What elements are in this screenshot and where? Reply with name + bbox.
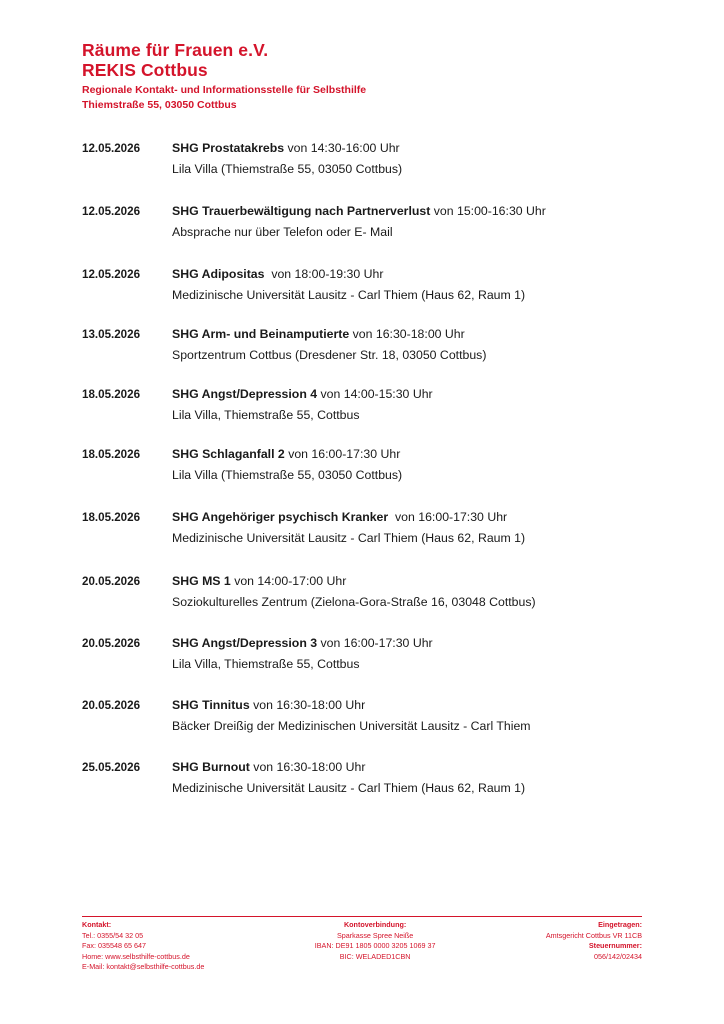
event-time-value: von 18:00-19:30 Uhr [271,267,384,281]
event-date: 18.05.2026 [82,388,141,401]
event-date: 12.05.2026 [82,268,141,281]
event-time-value: von 16:30-18:00 Uhr [352,327,465,341]
event-headline [82,326,684,343]
event-date: 25.05.2026 [82,761,141,774]
event-headline [82,509,684,526]
organization-subtitle: REKIS Cottbus [82,60,208,80]
event-date: 18.05.2026 [82,448,141,461]
footer-email[interactable]: E-Mail: kontakt@selbsthilfe-cottbus.de [82,962,205,971]
list-item [0,635,724,673]
event-date: 20.05.2026 [82,699,141,712]
footer-contact-column [82,920,204,973]
footer-registry-column [546,920,642,973]
event-location: Sportzentrum Cottbus (Dresdener Str. 18, 03050 Cottbus) [172,348,487,362]
list-item [0,697,724,735]
event-time-value: von 16:00-17:30 Uhr [320,636,433,650]
event-location: Bäcker Dreißig der Medizinischen Universität Lausitz - Carl Thiem [172,719,531,733]
document-footer [82,920,642,973]
footer-bank-column [204,920,546,973]
event-list [0,140,724,797]
footer-website[interactable]: Home: www.selbsthilfe-cottbus.de [82,951,190,961]
event-title: SHG Tinnitus [172,698,250,712]
list-item [0,203,724,241]
event-location: Soziokulturelles Zentrum (Zielona-Gora-Straße 16, 03048 Cottbus) [172,595,536,609]
footer-bank-name: Sparkasse Spree Neiße [336,930,414,940]
event-headline [82,697,684,714]
footer-court: Amtsgericht Cottbus VR 11CB [545,930,642,940]
footer-bank-heading: Kontoverbindung: [343,920,407,929]
event-location: Lila Villa (Thiemstraße 55, 03050 Cottbus) [172,162,403,176]
footer-divider [82,916,642,917]
footer-taxnumber-heading: Steuernummer: [588,941,642,950]
event-headline [82,635,684,652]
list-item [0,509,724,547]
event-title: SHG Adipositas [172,267,265,281]
event-headline [82,573,684,590]
footer-registry-heading: Eingetragen: [598,920,642,929]
event-time [388,510,395,524]
footer-bic: BIC: WELADED1CBN [339,951,411,961]
document-header [82,40,642,113]
event-title: SHG Arm- und Beinamputierte [172,327,350,341]
footer-phone: Tel.: 0355/54 32 05 [82,930,144,940]
event-location: Medizinische Universität Lausitz - Carl Thiem (Haus 62, Raum 1) [172,288,526,302]
event-date: 12.05.2026 [82,205,141,218]
event-title: SHG MS 1 [172,574,231,588]
event-time-value: von 16:00-17:30 Uhr [395,510,508,524]
event-headline [82,140,684,157]
event-time-value: von 15:00-16:30 Uhr [433,204,546,218]
list-item [0,759,724,797]
event-title: SHG Trauerbewältigung nach Partnerverlust [172,204,431,218]
list-item [0,386,724,424]
organization-address: Thiemstraße 55, 03050 Cottbus [82,99,237,111]
event-title: SHG Schlaganfall 2 [172,447,285,461]
event-title: SHG Angehöriger psychisch Kranker [172,510,389,524]
event-headline [82,386,684,403]
event-date: 12.05.2026 [82,142,141,155]
list-item [0,140,724,178]
footer-fax: Fax: 035548 65 647 [82,941,146,950]
organization-description: Regionale Kontakt- und Informationsstelle für Selbsthilfe [82,84,367,96]
event-title: SHG Angst/Depression 4 [172,387,318,401]
event-headline [82,203,684,220]
list-item [0,326,724,364]
event-time-value: von 14:00-15:30 Uhr [320,387,433,401]
organization-name: Räume für Frauen e.V. [82,40,269,60]
list-item [0,446,724,484]
event-location: Absprache nur über Telefon oder E- Mail [172,225,393,239]
list-item [0,266,724,304]
event-title: SHG Burnout [172,760,250,774]
event-time-value: von 14:30-16:00 Uhr [287,141,400,155]
event-title: SHG Angst/Depression 3 [172,636,318,650]
footer-contact-heading: Kontakt: [82,920,112,929]
list-item [0,573,724,611]
event-date: 20.05.2026 [82,637,141,650]
event-headline [82,266,684,283]
event-date: 20.05.2026 [82,575,141,588]
footer-iban: IBAN: DE91 1805 0000 3205 1069 37 [314,941,436,950]
footer-taxnumber: 056/142/02434 [594,951,642,961]
event-time-value: von 14:00-17:00 Uhr [234,574,347,588]
event-time-value: von 16:30-18:00 Uhr [253,698,366,712]
event-date: 13.05.2026 [82,328,141,341]
event-location: Lila Villa, Thiemstraße 55, Cottbus [172,657,360,671]
event-headline [82,759,684,776]
event-time-value: von 16:00-17:30 Uhr [288,447,401,461]
event-time-value: von 16:30-18:00 Uhr [253,760,366,774]
event-location: Medizinische Universität Lausitz - Carl Thiem (Haus 62, Raum 1) [172,781,526,795]
event-location: Lila Villa (Thiemstraße 55, 03050 Cottbus) [172,468,403,482]
event-headline [82,446,684,463]
event-title: SHG Prostatakrebs [172,141,285,155]
event-location: Medizinische Universität Lausitz - Carl Thiem (Haus 62, Raum 1) [172,531,526,545]
event-date: 18.05.2026 [82,511,141,524]
event-location: Lila Villa, Thiemstraße 55, Cottbus [172,408,360,422]
